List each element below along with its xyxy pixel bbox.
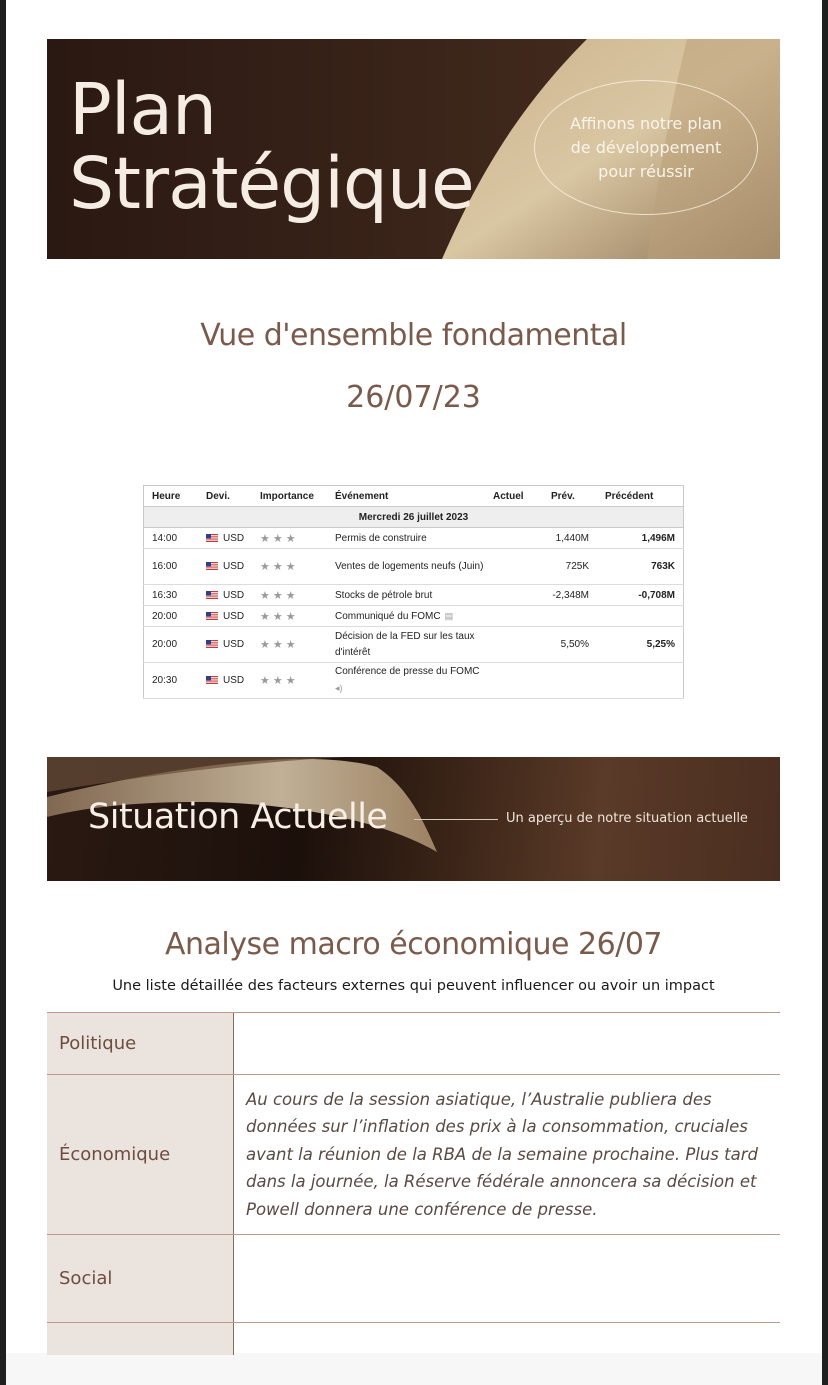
table-row [144, 549, 684, 585]
us-flag-icon [206, 676, 218, 684]
cell-event: Stocks de pétrole brut [327, 585, 485, 606]
col-actual: Actuel [485, 486, 543, 507]
cell-time: 20:30 [144, 663, 199, 699]
importance-stars-icon: ★★★ [252, 663, 327, 699]
cell-time: 16:30 [144, 585, 199, 606]
cell-forecast [543, 606, 597, 627]
table-row [144, 627, 684, 663]
cell-time: 20:00 [144, 606, 199, 627]
importance-stars-icon: ★★★ [252, 585, 327, 606]
us-flag-icon [206, 562, 218, 570]
situation-title: Situation Actuelle [88, 797, 388, 837]
cell-actual [485, 663, 543, 699]
us-flag-icon [206, 591, 218, 599]
left-edge [0, 0, 6, 1385]
cell-previous [597, 663, 684, 699]
importance-stars-icon: ★★★ [252, 606, 327, 627]
cell-actual [485, 528, 543, 549]
row-content-social[interactable] [234, 1235, 780, 1322]
row-label-social: Social [47, 1235, 234, 1322]
table-row [47, 1323, 780, 1355]
cell-forecast: 5,50% [543, 627, 597, 663]
bottom-margin [6, 1353, 822, 1385]
currency-code: USD [223, 561, 245, 572]
row-content-politique[interactable] [234, 1013, 780, 1074]
event-label: Communiqué du FOMC [335, 610, 441, 622]
row-label-politique: Politique [47, 1013, 234, 1074]
table-row [144, 663, 684, 699]
cell-actual [485, 627, 543, 663]
importance-stars-icon: ★★★ [252, 528, 327, 549]
calendar-header-row [144, 486, 684, 507]
cell-previous: 1,496M [597, 528, 684, 549]
cell-forecast [543, 663, 597, 699]
currency-code: USD [223, 589, 245, 601]
cell-previous: 5,25% [597, 627, 684, 663]
hero-title [69, 68, 474, 225]
row-label-empty [47, 1323, 234, 1355]
row-content-empty[interactable] [234, 1323, 780, 1355]
cell-previous [597, 606, 684, 627]
cell-time: 20:00 [144, 627, 199, 663]
situation-banner [47, 757, 780, 881]
cell-event [327, 663, 485, 699]
cell-currency [198, 528, 252, 549]
table-row [47, 1075, 780, 1235]
macro-analysis-table [47, 1012, 780, 1355]
table-row [144, 585, 684, 606]
currency-code: USD [223, 610, 245, 622]
calendar-day-row [144, 507, 684, 528]
cell-currency [198, 663, 252, 699]
cell-previous: -0,708M [597, 585, 684, 606]
cell-actual [485, 549, 543, 585]
col-importance: Importance [252, 486, 327, 507]
cell-currency [198, 585, 252, 606]
us-flag-icon [206, 640, 218, 648]
overview-date: 26/07/23 [346, 380, 481, 415]
currency-code: USD [223, 639, 245, 650]
col-previous: Précédent [597, 486, 684, 507]
hero-oval [534, 80, 758, 215]
cell-forecast: -2,348M [543, 585, 597, 606]
hero-banner [47, 39, 780, 259]
cell-currency [198, 627, 252, 663]
table-row [47, 1013, 780, 1075]
row-label-economique: Économique [47, 1075, 234, 1234]
overview-title: Vue d'ensemble fondamental [200, 318, 627, 353]
hero-oval-text: Affinons notre plan de développement pour réussir [570, 113, 722, 181]
cell-actual [485, 606, 543, 627]
macro-subtitle: Une liste détaillée des facteurs externes qui peuvent influencer ou avoir un impact [112, 978, 715, 994]
situation-subtitle: Un aperçu de notre situation actuelle [506, 811, 748, 826]
situation-divider [414, 819, 498, 820]
col-event: Événement [327, 486, 485, 507]
hero-title-line2: Stratégique [69, 142, 474, 225]
cell-event: Permis de construire [327, 528, 485, 549]
right-edge [822, 0, 828, 1385]
cell-actual [485, 585, 543, 606]
cell-forecast: 1,440M [543, 528, 597, 549]
macro-title: Analyse macro économique 26/07 [164, 927, 663, 962]
us-flag-icon [206, 534, 218, 542]
currency-code: USD [223, 675, 245, 686]
cell-event [327, 606, 485, 627]
col-currency: Devi. [198, 486, 252, 507]
row-content-economique[interactable]: Au cours de la session asiatique, l’Australie publiera des données sur l’inflation des prix à la consommation, cruciales avant la réunion de la RBA de la semaine prochaine. Plus tard dans la journée, la Réserve fédérale annoncera sa décision et Powell donnera une conférence de presse. [246, 1089, 758, 1219]
calendar-day-label: Mercredi 26 juillet 2023 [144, 507, 684, 528]
importance-stars-icon: ★★★ [252, 549, 327, 585]
cell-event: Décision de la FED sur les taux d'intérêt [327, 627, 485, 663]
document-icon[interactable]: ▤ [444, 610, 454, 621]
importance-stars-icon: ★★★ [252, 627, 327, 663]
hero-title-line1: Plan [69, 68, 217, 151]
currency-code: USD [223, 532, 245, 544]
table-row [144, 528, 684, 549]
cell-time: 14:00 [144, 528, 199, 549]
speaker-icon[interactable]: ◂) [335, 683, 343, 693]
cell-forecast: 725K [543, 549, 597, 585]
economic-calendar [143, 485, 684, 699]
cell-currency [198, 606, 252, 627]
us-flag-icon [206, 612, 218, 620]
cell-time: 16:00 [144, 549, 199, 585]
event-label: Conférence de presse du FOMC [335, 666, 480, 677]
table-row [144, 606, 684, 627]
table-row [47, 1235, 780, 1323]
cell-event: Ventes de logements neufs (Juin) [327, 549, 485, 585]
col-forecast: Prév. [543, 486, 597, 507]
cell-currency [198, 549, 252, 585]
cell-previous: 763K [597, 549, 684, 585]
col-time: Heure [144, 486, 199, 507]
